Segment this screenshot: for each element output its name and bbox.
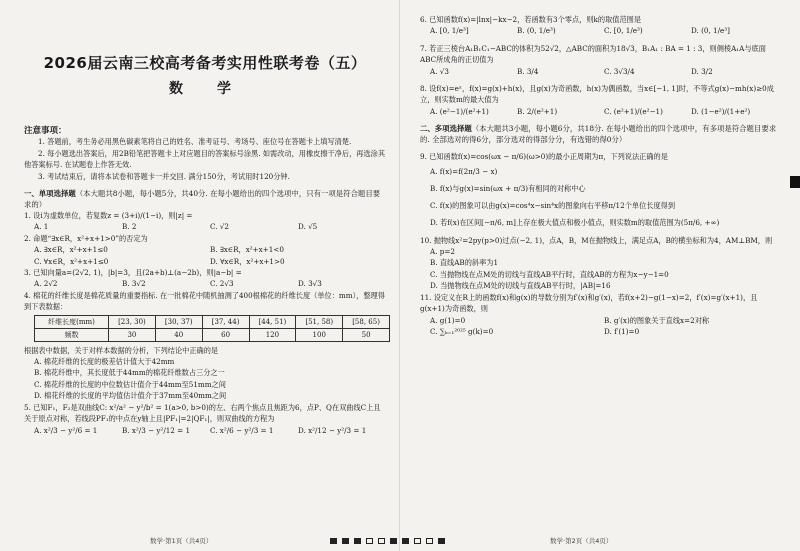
option: C. ∀x∈R，x²+x+1≤0 (34, 256, 109, 266)
section-1-desc: （本大题共8小题，每小题5分，共40分. 在每小题给出的四个选项中，只有一项是符合题目要求的） (24, 189, 381, 209)
question-7-options (420, 66, 778, 77)
option: C. (e²+1)/(e²−1) (604, 106, 663, 116)
option: C. 3√3/4 (604, 66, 635, 76)
page-footer-right: 数学·第2页（共4页） (550, 537, 613, 545)
option: D. √5 (298, 222, 318, 232)
mark (342, 538, 349, 544)
mark (366, 538, 373, 544)
option: A. [0, 1/e³] (430, 26, 469, 36)
option: B. 直线AB的斜率为1 (430, 258, 499, 268)
option: B. 3/4 (517, 66, 539, 76)
question-5-options (24, 425, 386, 436)
table-cell: 60 (202, 328, 249, 341)
option: D. 3/2 (691, 66, 713, 76)
table-row (35, 328, 390, 341)
page-right (400, 0, 800, 551)
mark (330, 538, 337, 544)
table-cell: [58, 65) (343, 315, 390, 328)
table-cell: [23, 30) (109, 315, 156, 328)
question-2: 2. 命题“∃x∈R，x²+x+1>0”的否定为 (24, 233, 148, 243)
table-cell: 50 (343, 328, 390, 341)
question-1-options (24, 221, 386, 232)
option: D. 当抛物线在点M处的切线与直线AB平行时，|AB|=16 (430, 281, 611, 291)
option: C. [0, 1/e³) (604, 26, 643, 36)
option: A. x²/3 − y²/6 = 1 (34, 425, 98, 435)
question-3-options (24, 278, 386, 289)
note-2: 2. 每小题选出答案后，用2B铅笔把答题卡上对应题目的答案标号涂黑. 如需改动，用橡皮擦干净后，再选涂其他答案标号. 在试题卷上作答无效. (24, 148, 386, 169)
option: B. 2/(e²+1) (517, 106, 558, 116)
option: A. 棉花纤维的长度的极差估计值大于42mm (34, 357, 175, 367)
notes-heading: 注意事项： (24, 126, 67, 136)
option: C. 棉花纤维的长度的中位数估计值介于44mm至51mm之间 (34, 379, 226, 389)
option: A. 1 (34, 222, 49, 232)
section-1-header (24, 188, 386, 210)
option: B. x²/3 − y²/12 = 1 (122, 425, 191, 435)
exam-subject: 数 学 (169, 81, 241, 97)
question-8: 8. 设f(x)=eˣ，f(x)=g(x)+h(x)，且g(x)为奇函数，h(x)为偶函数，当x∈[−1, 1]时，不等式g(x)−mh(x)≥0成立，则实数m的最大值为 (420, 84, 774, 105)
section-2-header (420, 123, 778, 145)
table-head-cell: 纤维长度(mm) (35, 315, 109, 328)
question-6-options (420, 25, 778, 36)
question-1: 1. 设i为虚数单位，若复数z = (3+i)/(1−i)，则|z| = (24, 211, 193, 220)
option: D. ∀x∈R，x²+x+1>0 (210, 256, 285, 266)
page-footer-left: 数学·第1页（共4页） (150, 537, 213, 545)
option: D. f′(1)=0 (604, 326, 640, 336)
option: A. (e²−1)/(e²+1) (430, 106, 489, 116)
option: B. (0, 1/e³) (517, 26, 556, 36)
option: B. ∃x∈R，x²+x+1<0 (210, 245, 284, 255)
section-2-desc: （本大题共3小题，每小题6分，共18分. 在每小题给出的四个选项中，有多项是符合题目要求的. 全部选对的得6分，部分选对的得部分分，有选错的得0分） (420, 124, 777, 145)
question-4-after: 根据表中数据，关于对样本数据的分析，下列结论中正确的是 (24, 345, 219, 355)
option: C. 当抛物线在点M处的切线与直线AB平行时，直线AB的方程为x−y−1=0 (430, 269, 669, 279)
option: A. g(1)=0 (430, 315, 466, 325)
edge-tab-marker (790, 176, 800, 188)
section-1-title: 一、单项选择题 (24, 189, 76, 198)
question-6: 6. 已知函数f(x)=|lnx|−kx−2，若函数有3个零点，则k的取值范围是 (420, 15, 642, 24)
note-3: 3. 考试结束后，请将本试卷和答题卡一并交回. 满分150分，考试用时120分钟. (38, 171, 290, 181)
mark (378, 538, 385, 544)
option: B. g′(x)的图象关于直线x=2对称 (604, 315, 710, 325)
table-cell: [37, 44) (202, 315, 249, 328)
table-cell: [30, 37) (155, 315, 202, 328)
option: C. √2 (210, 222, 229, 232)
note-1: 1. 答题前，考生务必用黑色碳素笔将自己的姓名、准考证号、考场号、座位号在答题卡上填写清楚. (38, 137, 352, 146)
option: D. 若f(x)在区间[−π/6, m]上存在极大值点和极小值点，则实数m的取值范围为(5π/6, +∞) (430, 217, 720, 227)
option: C. x²/6 − y²/3 = 1 (210, 425, 274, 435)
question-11: 11. 设定义在R上的函数f(x)和g(x)的导数分别为f′(x)和g′(x)，若f(x+2)−g(1−x)=2，f′(x)=g′(x+1)，且g(x+1)为奇函数，则 (420, 292, 758, 314)
option: B. f(x)与g(x)=sin(ωx + π/3)有相同的对称中心 (430, 183, 586, 193)
option: B. 3√2 (122, 279, 146, 289)
table-cell: 30 (109, 328, 156, 341)
option: D. 棉花纤维的长度的平均值估计值介于37mm至40mm之间 (34, 391, 227, 401)
option: D. (0, 1/e³] (691, 26, 730, 36)
option: C. f(x)的图象可以由g(x)=cos⁴x−sin⁴x的图象向右平移π/12个单位长度得到 (430, 200, 676, 210)
question-2-options (24, 244, 386, 267)
question-9: 9. 已知函数f(x)=cos(ωx − π/6)(ω>0)的最小正周期为π，下列说法正确的是 (420, 152, 668, 162)
option: A. f(x)=f(2π/3 − x) (430, 166, 498, 176)
question-3: 3. 已知向量a=(2√2, 1)，|b|=3，且(2a+b)⊥(a−2b)，则|a−b| = (24, 268, 242, 278)
frequency-table (34, 315, 390, 342)
option: C. 2√3 (210, 279, 234, 289)
option: D. 3√3 (298, 279, 322, 289)
table-cell: [51, 58) (296, 315, 343, 328)
section-2-title: 二、多项选择题 (420, 124, 472, 134)
option: D. (1−e²)/(1+e²) (691, 106, 751, 116)
mark (390, 538, 397, 544)
option: C. ∑ₖ₌₁²⁰²⁵ g(k)=0 (430, 326, 494, 336)
table-cell: 100 (296, 328, 343, 341)
table-cell: [44, 51) (249, 315, 296, 328)
option: A. p=2 (430, 247, 455, 257)
table-row (35, 315, 390, 328)
question-8-options (420, 106, 778, 117)
table-cell: 120 (249, 328, 296, 341)
option: D. x²/12 − y²/3 = 1 (298, 425, 367, 435)
table-head-cell: 频数 (35, 328, 109, 341)
question-5: 5. 已知F₁，F₂是双曲线C: x²/a² − y²/b² = 1(a>0, b>0)的左、右两个焦点且焦距为6，点P、Q在双曲线C上且关于原点对称，若线段PF₁的中点在y轴上且|PF₁|=2|QF₁|，则双曲线的方程为 (24, 402, 381, 424)
question-11-options (420, 315, 778, 338)
question-4: 4. 棉花的纤维长度是棉花质量的重要指标. 在一批棉花中随机抽测了400根棉花的纤维长度（单位：mm），整理得到下表数据： (24, 290, 385, 312)
option: A. 2√2 (34, 279, 58, 289)
question-10: 10. 抛物线x²=2py(p>0)过点(−2, 1)，点A，B，M在抛物线上，满足点A，B的横坐标和为4，AM⊥BM，则 (420, 235, 773, 245)
table-cell: 40 (155, 328, 202, 341)
exam-title: 2026届云南三校高考备考实用性联考卷（五） (43, 54, 367, 72)
mark (354, 538, 361, 544)
option: B. 2 (122, 222, 137, 232)
option: A. ∃x∈R，x²+x+1≤0 (34, 245, 108, 255)
question-7: 7. 若正三棱台A₁B₁C₁−ABC的体积为52√2，△ABC的面积为18√3，B₁A₁ : BA = 1 : 3，则侧棱A₁A与底面ABC所成角的正切值为 (420, 43, 766, 65)
option: B. 棉花纤维中，其长度低于44mm的棉花纤维数占三分之一 (34, 368, 225, 378)
option: A. √3 (430, 66, 449, 76)
